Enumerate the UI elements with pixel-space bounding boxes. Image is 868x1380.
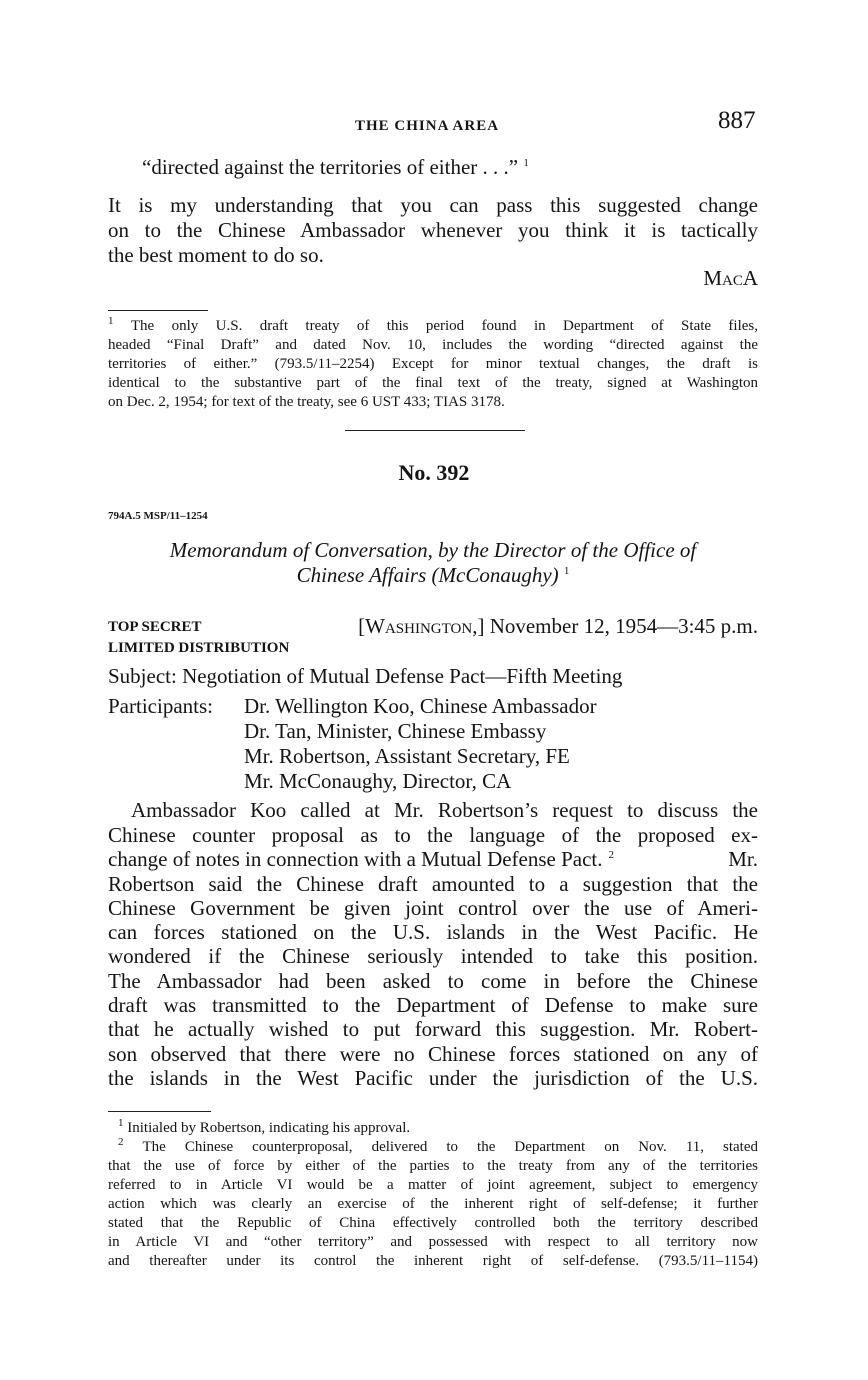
footnote-line: territories of either.” (793.5/11–2254) Except for minor textual changes, the draft is [108,356,758,372]
body-line: Chinese Government be given joint control over the use of Ameri- [108,896,758,920]
footnote-line: that the use of force by either of the parties to the treaty from any of the territories [108,1158,758,1174]
participants-label: Participants: [108,694,213,718]
body-line: Robertson said the Chinese draft amounted to a suggestion that the [108,872,758,896]
footnote-rule [108,1111,211,1112]
body-line: the islands in the West Pacific under the jurisdiction of the U.S. [108,1066,758,1090]
participant: Mr. Robertson, Assistant Secretary, FE [244,744,570,768]
footnote-line: identical to the substantive part of the final text of the treaty, signed at Washington [108,375,758,391]
quoted-wording [142,155,529,180]
body-line: Chinese counter proposal as to the language of the proposed ex- [108,823,758,847]
signature: MacA [703,266,758,290]
document-number [0,460,868,486]
participant: Dr. Wellington Koo, Chinese Ambassador [244,694,597,718]
distribution: LIMITED DISTRIBUTION [108,640,290,656]
body-line: wondered if the Chinese seriously intended to take this position. [108,944,758,968]
body-line: The Ambassador had been asked to come in before the Chinese [108,969,758,993]
footnote-line: in Article VI and “other territory” and possessed with respect to all territory now [108,1234,758,1250]
document-number-text: No. 392 [398,460,470,485]
participant: Mr. McConaughy, Director, CA [244,769,512,793]
body-line: Ambassador Koo called at Mr. Robertson’s request to discuss the [131,798,758,822]
place: [Washington,] [358,614,485,638]
page-number: 887 [718,107,756,134]
body-line: draft was transmitted to the Department of Defense to make sure [108,993,758,1017]
footnote-text: Initialed by Robertson, indicating his approval. [127,1120,411,1136]
footnote-mark: 1 [118,1117,124,1129]
paragraph-line: the best moment to do so. [108,243,324,267]
paragraph-line: on to the Chinese Ambassador whenever you think it is tactically [108,218,758,242]
footnote-line [118,1138,758,1157]
footnote-ref: 1 [563,565,570,577]
footnote-ref: 1 [523,157,529,169]
place-date [358,614,758,639]
footnote-line: action which was clearly an exercise of the inherent right of self-defense; it further [108,1196,758,1212]
date: November 12, 1954—3:45 p.m. [489,614,758,638]
document-title-text: Chinese Affairs (McConaughy) [296,563,559,587]
footnote-line: referred to in Article VI would be a matter of joint agreement, subject to emergency [108,1177,758,1193]
footnote-line: on Dec. 2, 1954; for text of the treaty, see 6 UST 433; TIAS 3178. [108,394,505,410]
quote-text: “directed against the territories of either . . .” [142,155,519,179]
document-title-line: Memorandum of Conversation, by the Director of the Office of [169,538,697,562]
section-divider [345,430,525,431]
footnote-rule [108,310,208,311]
file-reference: 794A.5 MSP/11–1254 [108,510,208,522]
running-head: THE CHINA AREA [355,118,500,134]
classification: TOP SECRET [108,619,202,635]
footnote-line: stated that the Republic of China effectively controlled both the territory described [108,1215,758,1231]
paragraph-line: It is my understanding that you can pass this suggested change [108,193,758,217]
participant: Dr. Tan, Minister, Chinese Embassy [244,719,547,743]
body-line: can forces stationed on the U.S. islands in the West Pacific. He [108,920,758,944]
body-line: that he actually wished to put forward this suggestion. Mr. Robert- [108,1017,758,1041]
body-text: Mr. [728,847,758,871]
body-line: son observed that there were no Chinese forces stationed on any of [108,1042,758,1066]
footnote-line [108,317,758,336]
document-title-line [108,563,758,588]
body-line [108,847,758,872]
footnote-ref: 2 [608,849,615,861]
body-text: change of notes in connection with a Mutual Defense Pact. [108,847,603,871]
footnote-line: headed “Final Draft” and dated Nov. 10, includes the wording “directed against the [108,337,758,353]
footnote-text: The Chinese counterproposal, delivered to the Department on Nov. 11, stated [142,1139,759,1155]
footnote-line: and thereafter under its control the inherent right of self-defense. (793.5/11–1154) [108,1253,758,1269]
footnote-mark: 1 [108,315,114,327]
footnote-text: The only U.S. draft treaty of this period found in Department of State files, [130,318,759,334]
subject-line: Subject: Negotiation of Mutual Defense Pact—Fifth Meeting [108,664,623,688]
footnote-line [118,1119,410,1138]
footnote-mark: 2 [118,1136,124,1148]
